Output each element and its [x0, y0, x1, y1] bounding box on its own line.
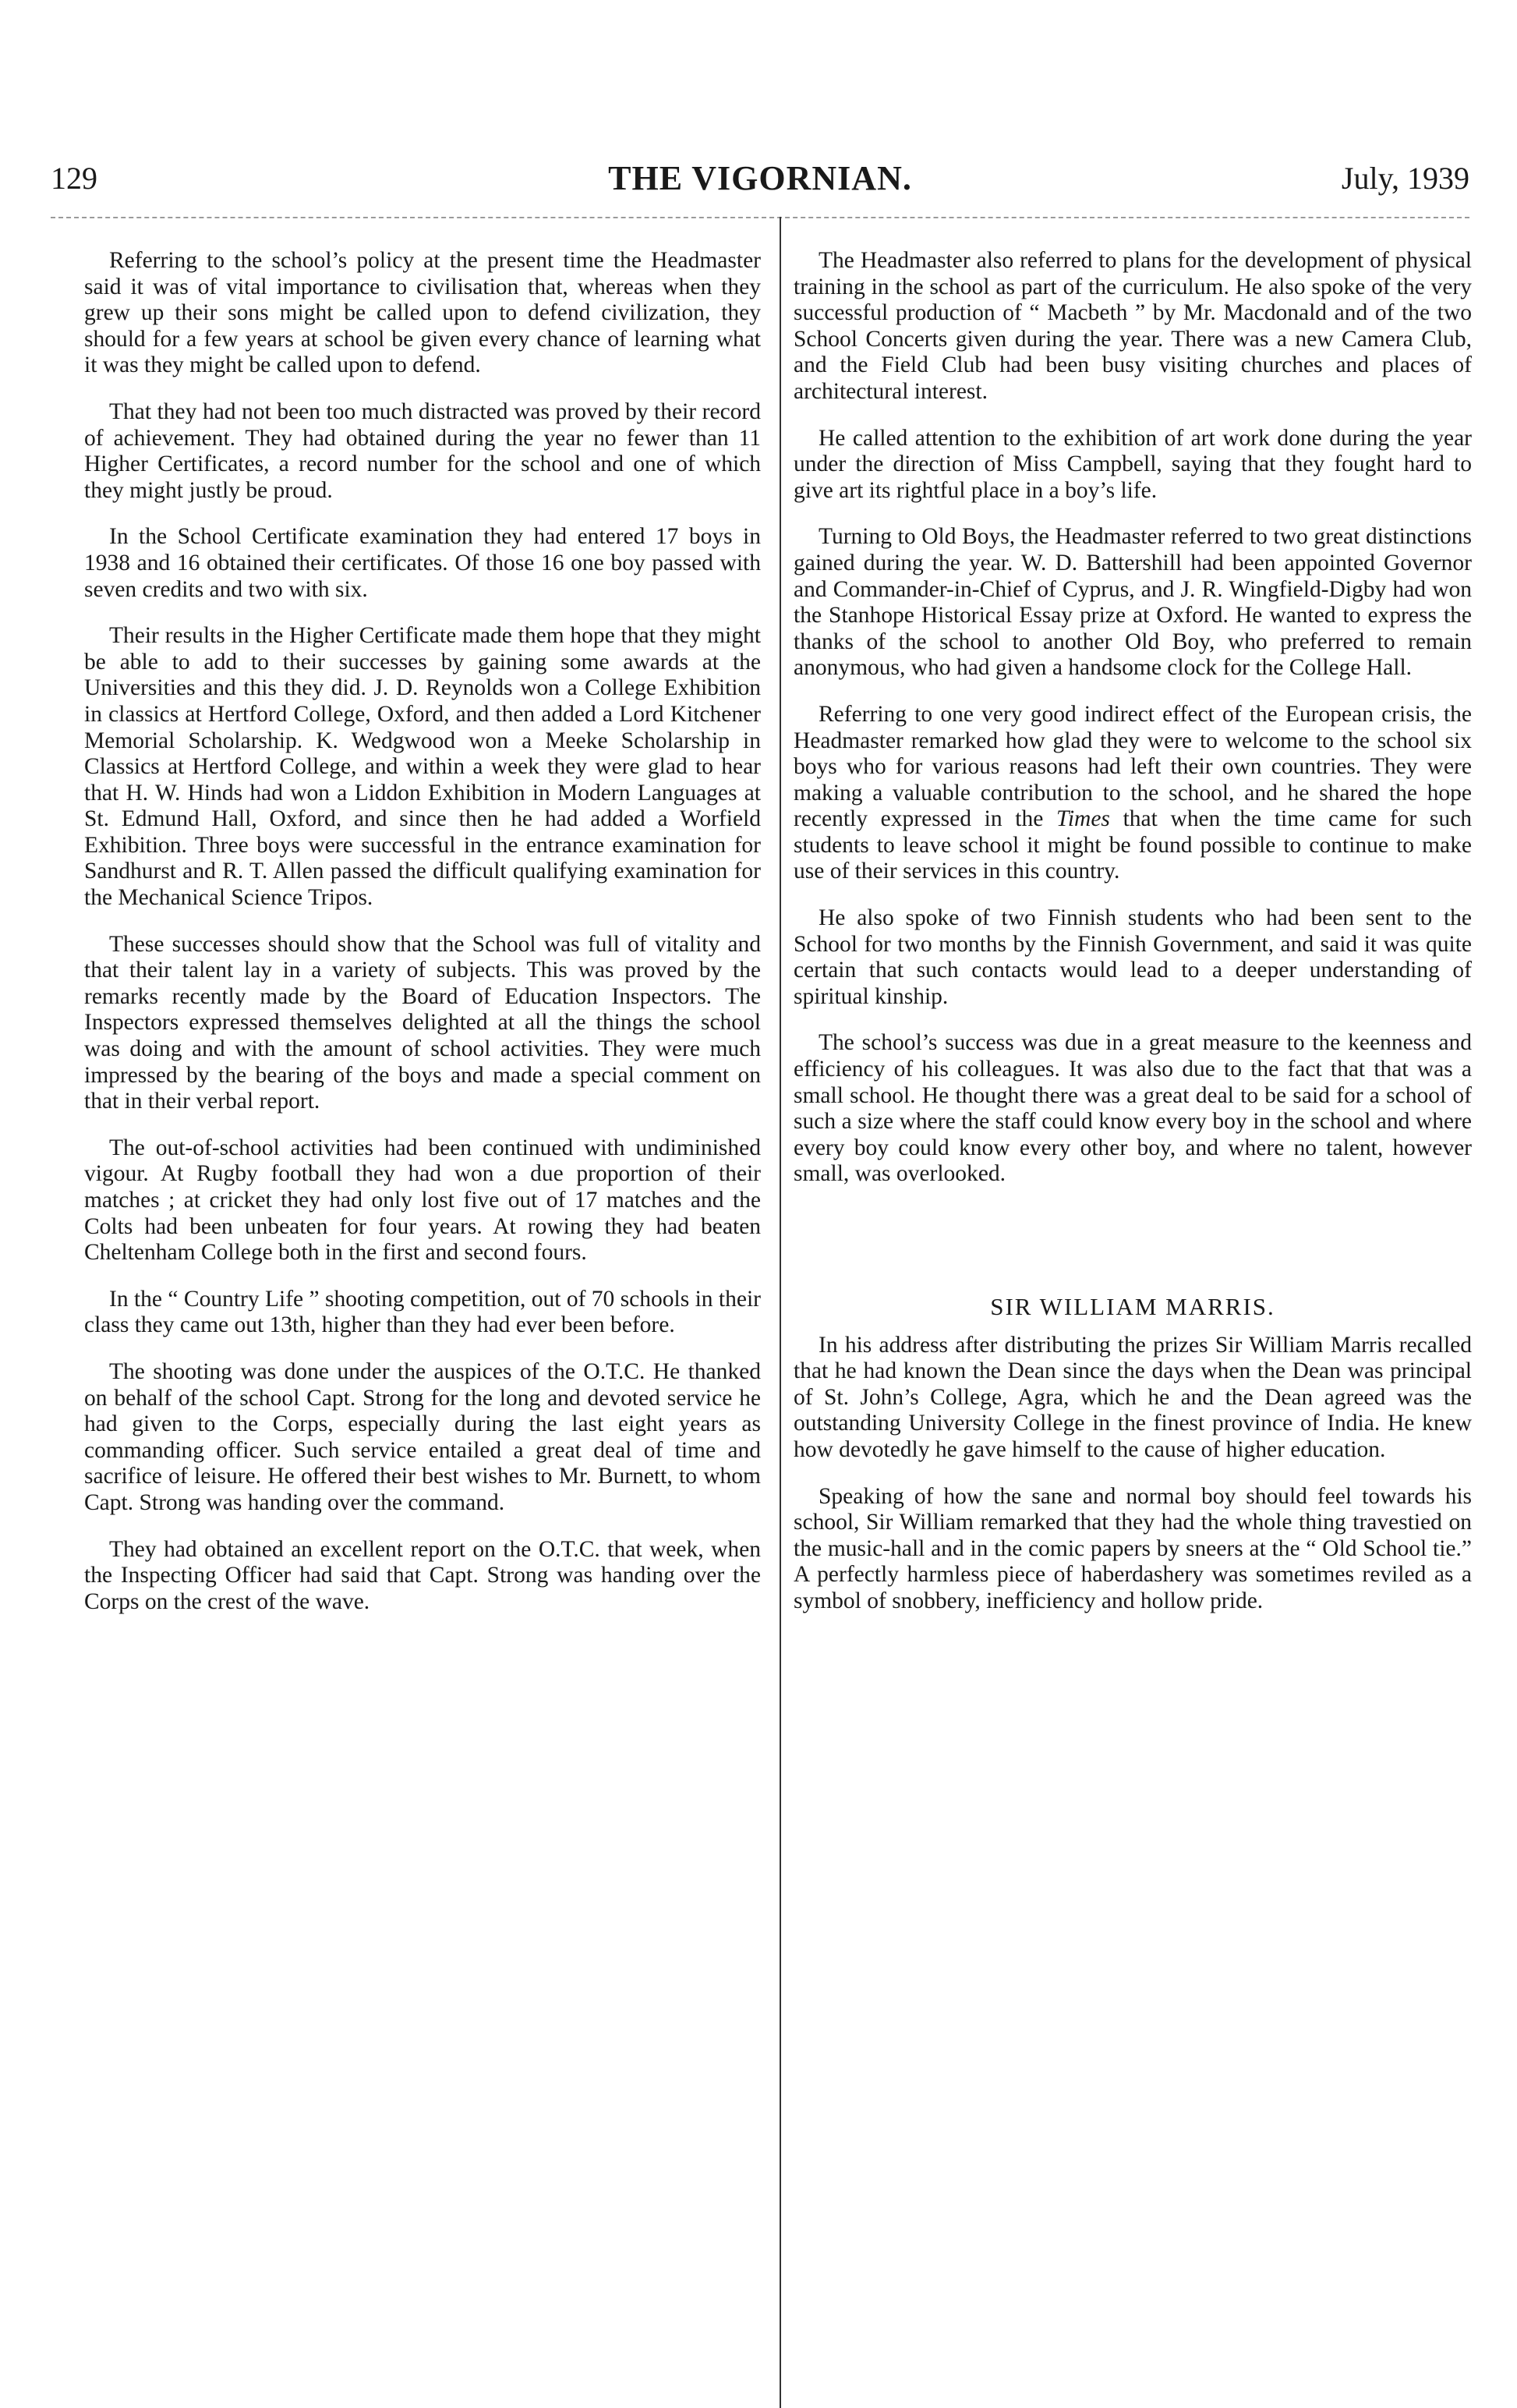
page-number: 129: [51, 161, 97, 196]
section-heading: SIR WILLIAM MARRIS.: [990, 1293, 1275, 1320]
paragraph: The school’s success was due in a great measure to the keenness and efficiency of his colleagues. It was also due to the fact that that was a small school. He thought there was a great deal to be said for a school of such a size where the staff could know every boy in the school and where every boy could know every other boy, and where no talent, however small, was overlooked.: [794, 1030, 1472, 1187]
paragraph: That they had not been too much distracted was proved by their record of achievement. They had obtained during the year no fewer than 11 Higher Certificates, a record number for the school and one of which they might justly be proud.: [84, 398, 761, 503]
issue-date: July, 1939: [1341, 161, 1469, 196]
paragraph: Referring to the school’s policy at the present time the Headmaster said it was of vital importance to civilisation that, whereas when they grew up their sons might be called upon to defend civilization, they should for a few years at school be given every chance of learning what it was they might be called upon to defend.: [84, 248, 761, 378]
right-column: [794, 248, 1472, 1635]
header-rule: [51, 217, 1469, 218]
publication-title: THE VIGORNIAN.: [608, 159, 912, 197]
newspaper-title: Times: [1056, 806, 1110, 832]
paragraph: The shooting was done under the auspices of the O.T.C. He thanked on behalf of the school Capt. Strong for the long and devoted service he had given to the Corps, especially during the last eight years as commanding officer. Such service entailed a great deal of time and sacrifice of leisure. He offered their best wishes to Mr. Burnett, to whom Capt. Strong was handing over the command.: [84, 1358, 761, 1515]
paragraph: Speaking of how the sane and normal boy should feel towards his school, Sir William remarked that they had the whole thing travestied on the music-hall and in the comic papers by sneers at the “ Old School tie.” A perfectly harmless piece of haberdashery was sometimes reviled as a symbol of snobbery, inefficiency and hollow pride.: [794, 1483, 1472, 1613]
paragraph: In his address after distributing the prizes Sir William Marris recalled that he had known the Dean since the days when the Dean was principal of St. John’s College, Agra, which he and the Dean agreed was the outstanding University College in the finest province of India. He knew how devotedly he gave himself to the cause of higher education.: [794, 1332, 1472, 1462]
paragraph: These successes should show that the School was full of vitality and that their talent lay in a variety of subjects. This was proved by the remarks recently made by the Board of Education Inspectors. The Inspectors expressed themselves delighted at all the things the school was doing and with the amount of school activities. They were much impressed by the bearing of the boys and made a special comment on that in their verbal report.: [84, 931, 761, 1114]
paragraph: Referring to one very good indirect effect of the European crisis, the Headmaster remarked how glad they were to welcome to the school six boys who for various reasons had left their own countries. They were making a valuable contribution to the school, and he shared the hope recently expressed in the Times that when the time came for such students to leave school it might be found possible to continue to make use of their services in this country.: [794, 701, 1473, 884]
paragraph: Their results in the Higher Certificate made them hope that they might be able to add to their successes by gaining some awards at the Universities and this they did. J. D. Reynolds won a College Exhibition in classics at Hertford College, Oxford, and then added a Lord Kitchener Memorial Scholarship. K. Wedgwood won a Meeke Scholarship in Classics at Hertford College, and within a week they were glad to hear that H. W. Hinds had won a Liddon Exhibition in Modern Languages at St. Edmund Hall, Oxford, and since then he had added a Worfield Exhibition. Three boys were successful in the entrance examination for Sandhurst and R. T. Allen passed the difficult qualifying examination for the Mechanical Science Tripos.: [84, 623, 761, 911]
paragraph: The Headmaster also referred to plans for the development of physical training in the school as part of the curriculum. He also spoke of the very successful production of “ Macbeth ” by Mr. Macdonald and of the two School Concerts given during the year. There was a new Camera Club, and the Field Club had been busy visiting churches and places of architectural interest.: [794, 248, 1472, 404]
paragraph: They had obtained an excellent report on the O.T.C. that week, when the Inspecting Officer had said that Capt. Strong was handing over the Corps on the crest of the wave.: [84, 1536, 761, 1614]
column-divider: [780, 217, 781, 2408]
paragraph: He also spoke of two Finnish students who had been sent to the School for two months by the Finnish Government, and said it was quite certain that such contacts would lead to a deeper understanding of spiritual kinship.: [794, 905, 1472, 1009]
paragraph: Turning to Old Boys, the Headmaster referred to two great distinctions gained during the year. W. D. Battershill had been appointed Governor and Commander-in-Chief of Cyprus, and J. R. Wingfield-Digby had won the Stanhope Historical Essay prize at Oxford. He wanted to express the thanks of the school to another Old Boy, who preferred to remain anonymous, who had given a handsome clock for the College Hall.: [794, 524, 1472, 681]
paragraph: The out-of-school activities had been continued with undiminished vigour. At Rugby football they had won a due proportion of their matches ; at cricket they had only lost five out of 17 matches and the Colts had been unbeaten for four years. At rowing they had beaten Cheltenham College both in the first and second fours.: [84, 1135, 761, 1266]
left-column: [84, 248, 761, 1635]
paragraph: In the “ Country Life ” shooting competition, out of 70 schools in their class they came out 13th, higher than they had ever been before.: [84, 1286, 761, 1338]
page-header: [51, 160, 1469, 207]
paragraph: In the School Certificate examination they had entered 17 boys in 1938 and 16 obtained their certificates. Of those 16 one boy passed with seven credits and two with six.: [84, 524, 761, 602]
paragraph: He called attention to the exhibition of art work done during the year under the direction of Miss Campbell, saying that they fought hard to give art its rightful place in a boy’s life.: [794, 425, 1472, 503]
